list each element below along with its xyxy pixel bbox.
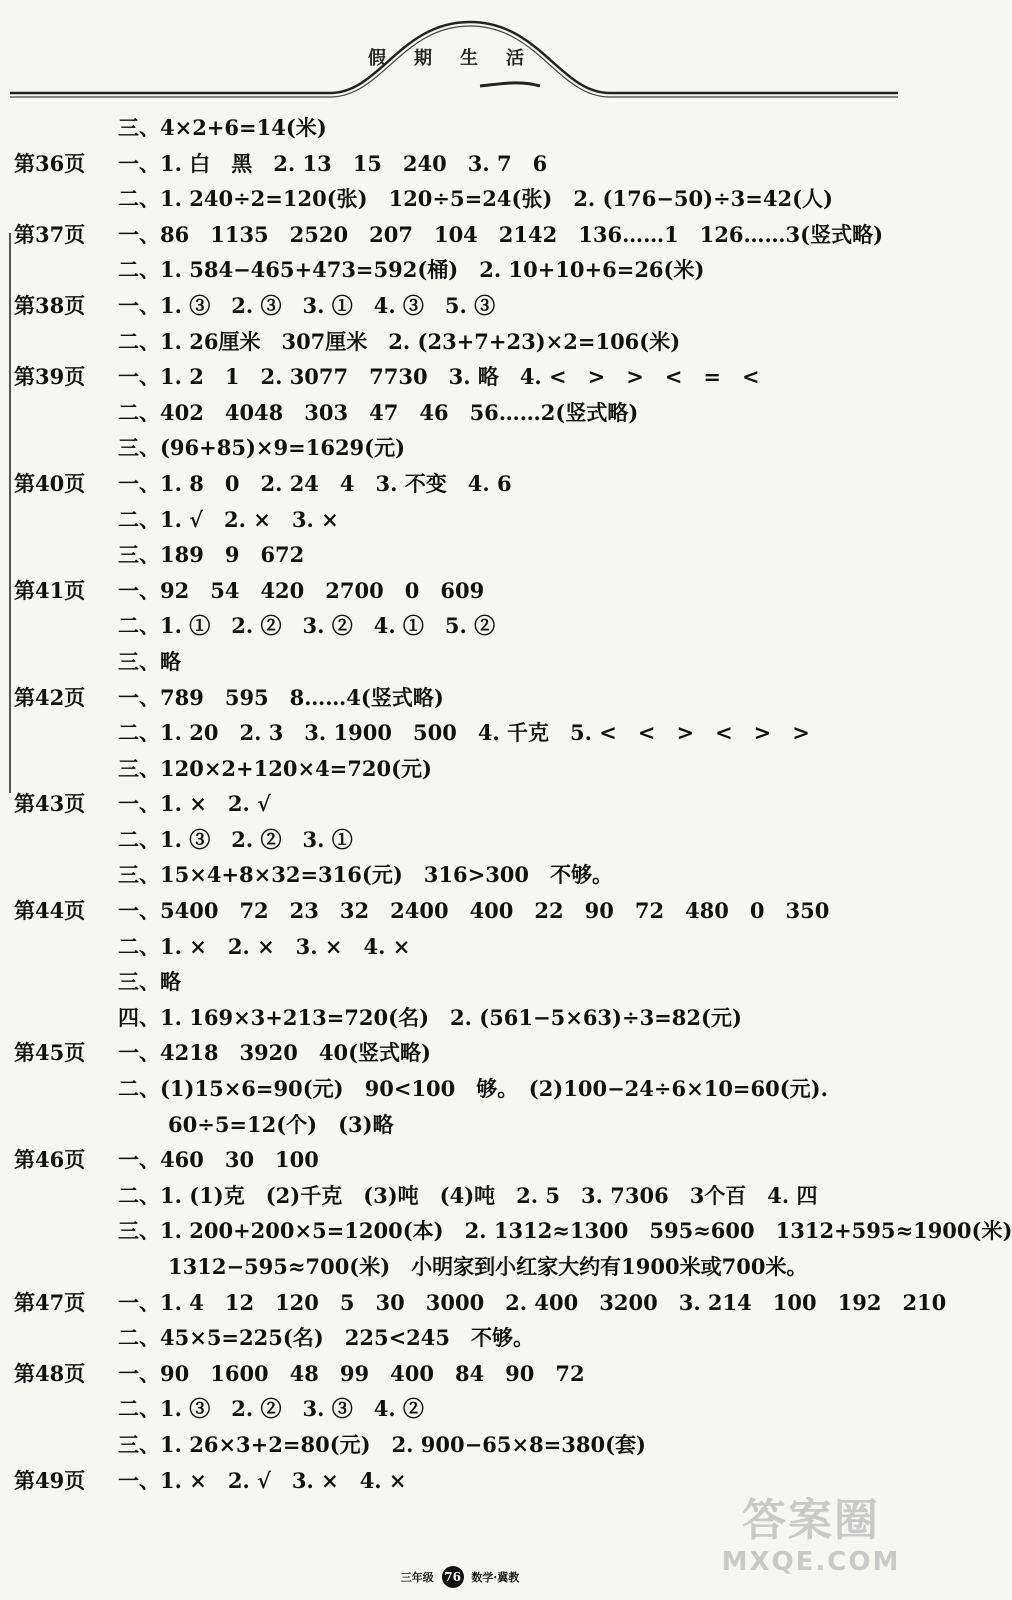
footer-subject: 数学·冀教 (471, 1571, 520, 1584)
answer-line (0, 1035, 920, 1071)
answer-line (0, 857, 920, 893)
answer-line (0, 644, 920, 680)
answer-text: 二、1. × 2. × 3. × 4. × (118, 933, 411, 959)
answer-text: 二、1. 584−465+473=592(桶) 2. 10+10+6=26(米) (118, 257, 705, 283)
answer-text: 二、(1)15×6=90(元) 90<100 够。 (2)100−24÷6×10=60(元). (118, 1076, 828, 1102)
answer-text: 二、1. 240÷2=120(张) 120÷5=24(张) 2. (176−50)÷3=42(人) (118, 186, 833, 212)
page-label: 第37页 (14, 221, 86, 247)
page-label: 第39页 (14, 364, 86, 390)
answer-text: 一、1. × 2. √ 3. × 4. × (118, 1467, 407, 1493)
answer-text: 二、402 4048 303 47 46 56……2(竖式略) (118, 399, 639, 425)
answer-line (0, 1427, 920, 1463)
answer-text: 一、1. × 2. √ (118, 791, 271, 817)
answer-text: 一、789 595 8……4(竖式略) (118, 684, 444, 710)
watermark-text: 答案圈 (742, 1495, 880, 1546)
page-label: 第47页 (14, 1289, 86, 1315)
answer-text: 三、15×4+8×32=316(元) 316>300 不够。 (118, 862, 614, 888)
answer-line (0, 430, 920, 466)
answer-line (0, 893, 920, 929)
answer-line (0, 181, 920, 217)
page-label: 第45页 (14, 1040, 86, 1066)
answer-line (0, 1320, 920, 1356)
answer-text: 一、1. 8 0 2. 24 4 3. 不变 4. 6 (118, 470, 512, 496)
answer-text: 一、1. ③ 2. ③ 3. ① 4. ③ 5. ③ (118, 292, 496, 318)
page-label: 第40页 (14, 470, 86, 496)
answer-line (0, 110, 920, 146)
answer-text: 二、1. ③ 2. ② 3. ① (118, 826, 353, 852)
answer-text: 三、略 (118, 969, 181, 995)
page-number: 76 (442, 1566, 464, 1588)
answer-text: 四、1. 169×3+213=720(名) 2. (561−5×63)÷3=82(元) (118, 1004, 742, 1030)
answer-text: 二、1. ③ 2. ② 3. ③ 4. ② (118, 1396, 424, 1422)
answer-line (0, 359, 920, 395)
answer-line (0, 822, 920, 858)
answer-line (0, 929, 920, 965)
answer-text: 一、92 54 420 2700 0 609 (118, 577, 485, 603)
answer-list (0, 110, 1012, 1498)
answer-line (0, 1249, 920, 1285)
answer-text: 1312−595≈700(米) 小明家到小红家大约有1900米或700米。 (168, 1254, 808, 1279)
answer-text: 一、4218 3920 40(竖式略) (118, 1040, 431, 1066)
answer-line (0, 1285, 947, 1321)
footer-grade: 三年级 (400, 1571, 434, 1584)
answer-text: 二、45×5=225(名) 225<245 不够。 (118, 1325, 535, 1351)
answer-line (0, 466, 920, 502)
answer-line (0, 1142, 920, 1178)
answer-text: 二、1. ① 2. ② 3. ② 4. ① 5. ② (118, 613, 496, 639)
answer-line (0, 1213, 1012, 1249)
answer-line (0, 537, 920, 573)
answer-text: 三、1. 26×3+2=80(元) 2. 900−65×8=380(套) (118, 1431, 646, 1457)
answer-text: 一、86 1135 2520 207 104 2142 136……1 126……3(竖式略) (118, 221, 884, 247)
answer-line (0, 573, 920, 609)
answer-line (0, 502, 920, 538)
answer-text: 一、5400 72 23 32 2400 400 22 90 72 480 0 350 (118, 898, 830, 924)
page-label: 第38页 (14, 292, 86, 318)
answer-text: 二、1. 20 2. 3 3. 1900 500 4. 千克 5. < < > < > > (118, 720, 810, 746)
answer-line (0, 395, 920, 431)
answer-line (0, 786, 920, 822)
header-title: 假期生活 (368, 48, 552, 69)
answer-text: 二、1. √ 2. × 3. × (118, 506, 339, 532)
page-label: 第42页 (14, 684, 86, 710)
answer-line (0, 608, 920, 644)
page-label: 第49页 (14, 1467, 86, 1493)
answer-line (0, 1463, 920, 1499)
answer-line (0, 680, 920, 716)
answer-line (0, 1107, 920, 1143)
answer-line (0, 1178, 920, 1214)
page-header (0, 0, 920, 110)
page-label: 第43页 (14, 791, 86, 817)
watermark-logo (716, 1496, 906, 1586)
page-label: 第41页 (14, 577, 86, 603)
answer-line (0, 324, 920, 360)
answer-line (0, 715, 920, 751)
answer-text: 一、460 30 100 (118, 1147, 319, 1173)
answer-line (0, 217, 920, 253)
answer-text: 三、4×2+6=14(米) (118, 115, 327, 140)
page-label: 第46页 (14, 1147, 86, 1173)
answer-text: 三、略 (118, 648, 181, 674)
answer-line (0, 1000, 920, 1036)
answer-line (0, 751, 920, 787)
answer-line (0, 252, 920, 288)
answer-line (0, 1071, 920, 1107)
answer-line (0, 1391, 920, 1427)
answer-line (0, 146, 920, 182)
answer-line (0, 288, 920, 324)
watermark-url: MXQE.COM (721, 1547, 901, 1577)
answer-text: 三、(96+85)×9=1629(元) (118, 435, 406, 461)
answer-text: 一、90 1600 48 99 400 84 90 72 (118, 1360, 585, 1386)
page-label: 第48页 (14, 1360, 86, 1386)
answer-text: 三、120×2+120×4=720(元) (118, 755, 432, 781)
answer-text: 三、1. 200+200×5=1200(本) 2. 1312≈1300 595≈600 1312+595≈1900(米) (118, 1218, 1012, 1244)
answer-text: 一、1. 4 12 120 5 30 3000 2. 400 3200 3. 214 100 192 210 (118, 1289, 947, 1315)
page-label: 第44页 (14, 898, 86, 924)
answer-text: 一、1. 白 黑 2. 13 15 240 3. 7 6 (118, 150, 548, 176)
page-label: 第36页 (14, 150, 86, 176)
answer-text: 二、1. 26厘米 307厘米 2. (23+7+23)×2=106(米) (118, 328, 681, 354)
answer-text: 一、1. 2 1 2. 3077 7730 3. 略 4. < > > < = < (118, 364, 760, 390)
answer-line (0, 1356, 920, 1392)
answer-line (0, 964, 920, 1000)
answer-text: 60÷5=12(个) (3)略 (168, 1111, 394, 1137)
answer-text: 三、189 9 672 (118, 542, 305, 568)
answer-text: 二、1. (1)克 (2)千克 (3)吨 (4)吨 2. 5 3. 7306 3个百 4. 四 (118, 1182, 818, 1208)
